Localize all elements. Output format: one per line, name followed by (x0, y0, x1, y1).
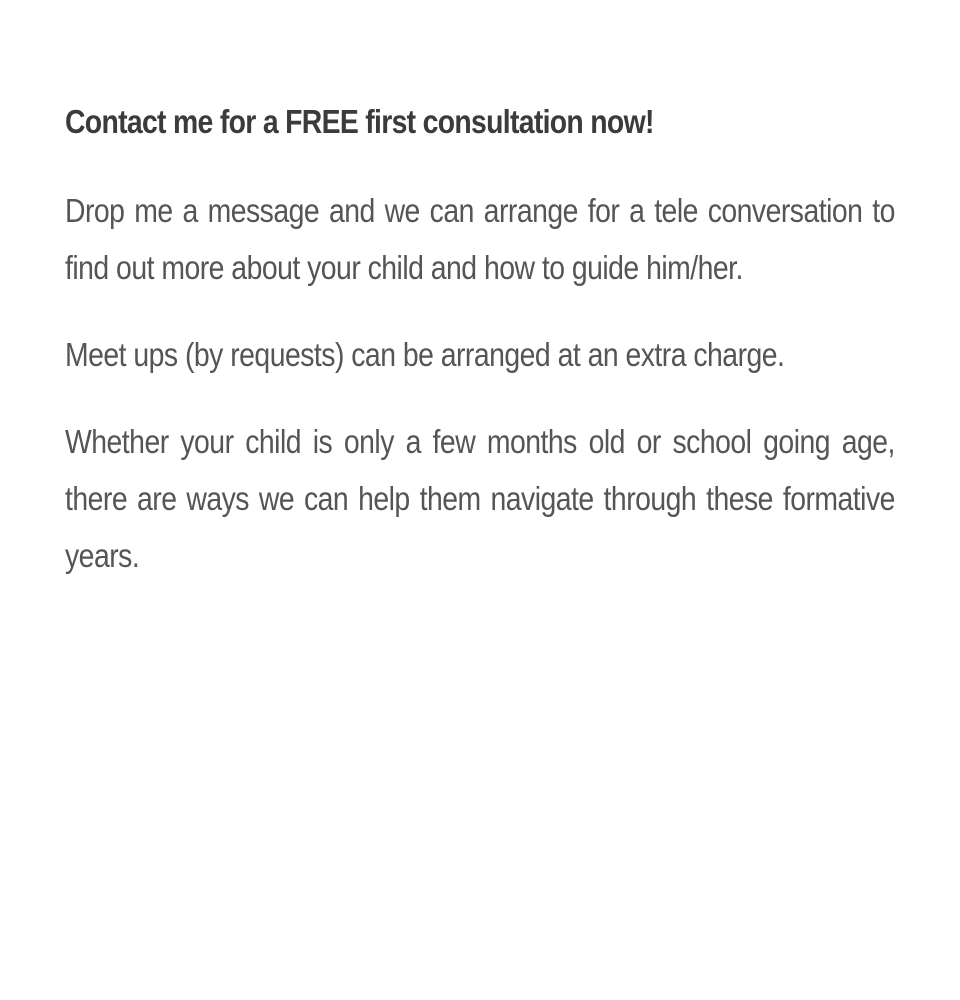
drop-message-block (65, 182, 895, 296)
headline-free-emphasis: FREE (285, 103, 359, 140)
consultation-info-section (65, 96, 895, 614)
meet-ups-paragraph: Meet ups (by requests) can be arranged at an extra charge. (65, 336, 785, 373)
whether-paragraph: Whether your child is only a few months old or school going age, there are ways we can help them navigate through these formative years. (65, 423, 895, 574)
whether-block (65, 413, 895, 584)
headline-prefix: Contact me for a (65, 103, 286, 140)
headline-suffix: first consultation now! (358, 103, 654, 140)
headline (65, 96, 779, 148)
drop-message-paragraph: Drop me a message and we can arrange for a tele conversation to find out more about your child and how to guide him/her. (65, 192, 895, 286)
